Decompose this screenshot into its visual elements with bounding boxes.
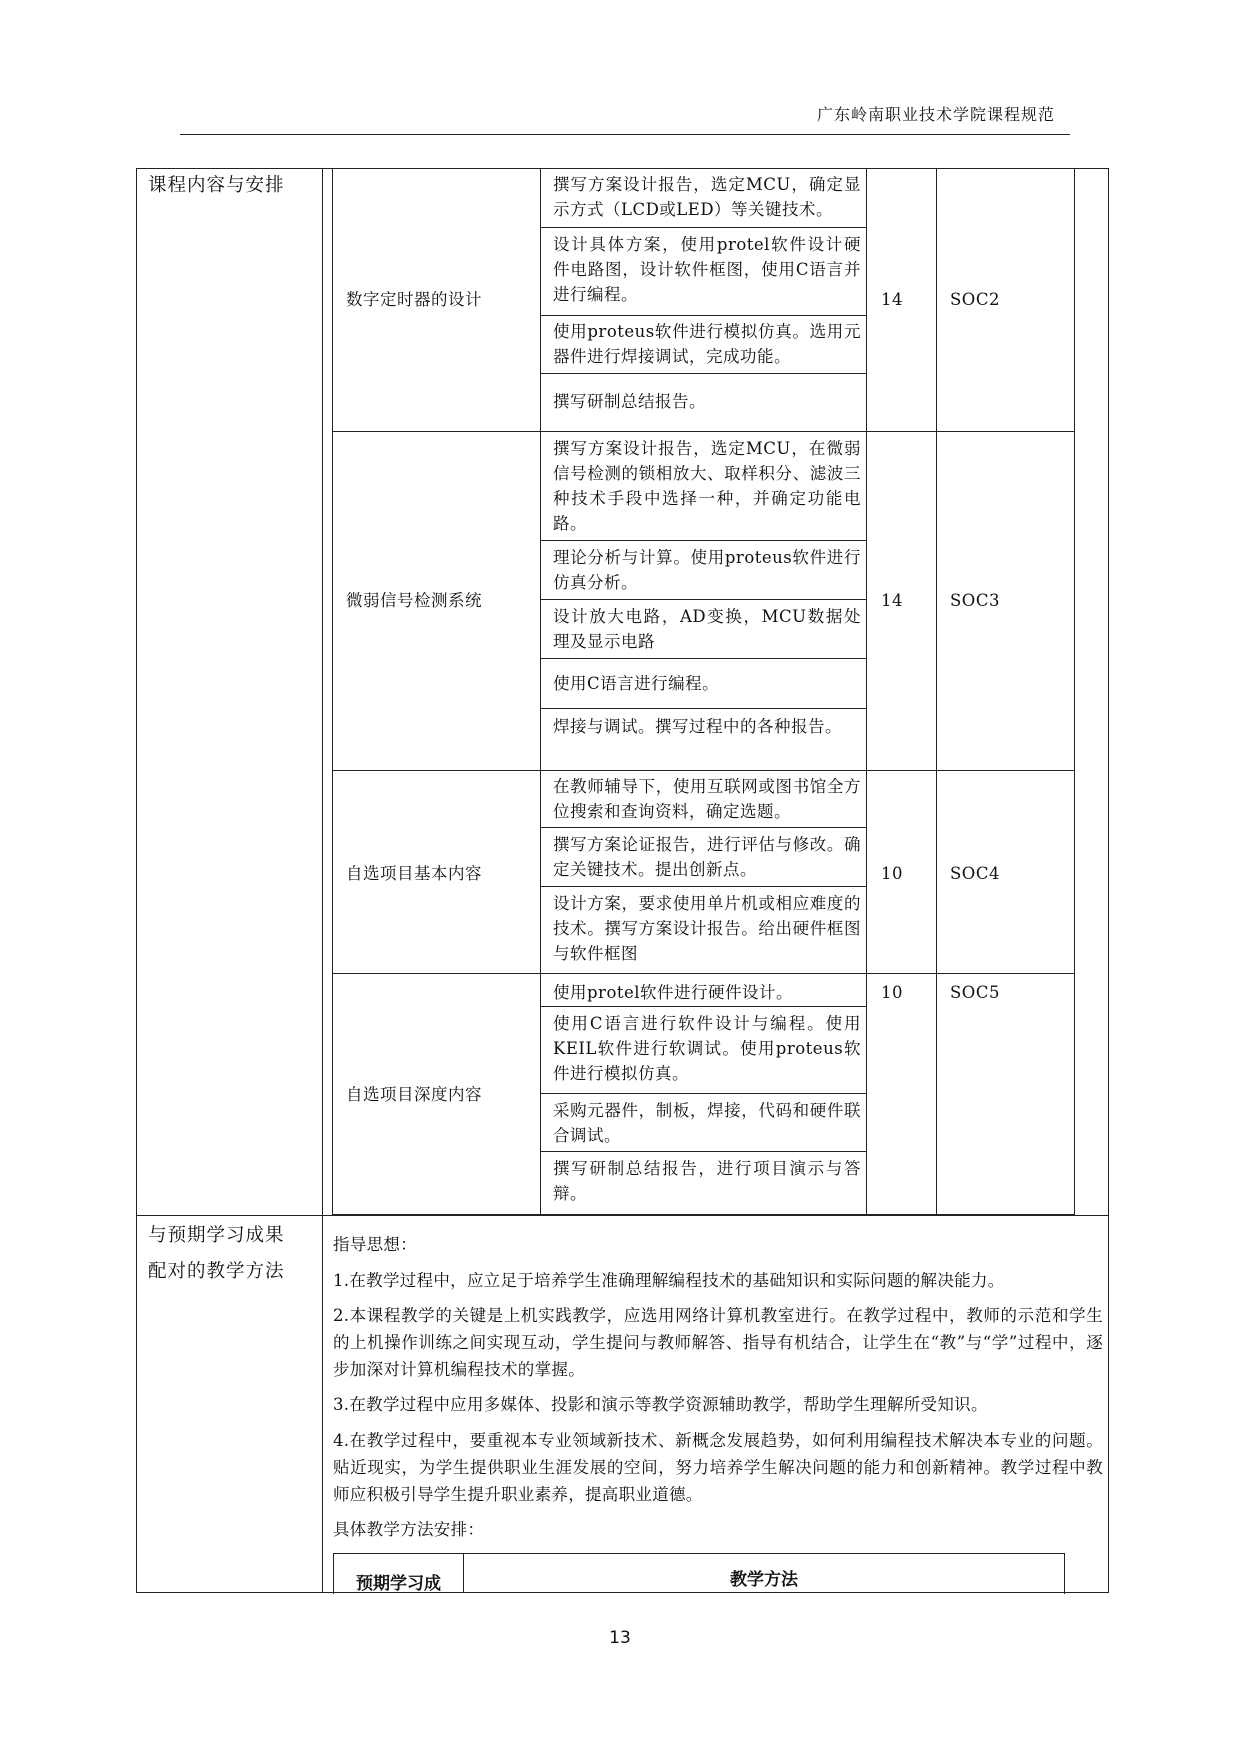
project-soc: SOC4 — [950, 864, 1000, 883]
task-row-divider — [540, 1006, 866, 1007]
task-row-divider — [540, 708, 866, 709]
project-hours: 10 — [881, 864, 903, 883]
project-hours: 14 — [881, 591, 903, 610]
header-rule — [180, 134, 1070, 135]
task-cell: 设计方案，要求使用单片机或相应难度的技术。撰写方案设计报告。给出硬件框图与软件框图 — [553, 894, 861, 963]
page-number: 13 — [609, 1628, 631, 1648]
task-row-divider — [540, 1151, 866, 1152]
guiding-point: 2.本课程教学的关键是上机实践教学，应选用网络计算机教室进行。在教学过程中，教师的示范和学生的上机操作训练之间实现互动，学生提问与教师解答、指导有机结合，让学生在“教”与“学”过程中，逐步加深对计算机编程技术的掌握。 — [333, 1306, 1103, 1379]
project-soc: SOC5 — [950, 983, 1000, 1002]
guiding-point: 4.在教学过程中，要重视本专业领域新技术、新概念发展趋势，如何利用编程技术解决本专业的问题。贴近现实，为学生提供职业生涯发展的空间，努力培养学生解决问题的能力和创新精神。教学过程中教师应积极引导学生提升职业素养，提高职业道德。 — [333, 1431, 1103, 1504]
project-soc: SOC3 — [950, 591, 1000, 610]
guiding-point: 1.在教学过程中，应立足于培养学生准确理解编程技术的基础知识和实际问题的解决能力。 — [333, 1271, 1005, 1290]
task-cell: 采购元器件，制板，焊接，代码和硬件联合调试。 — [553, 1101, 861, 1145]
guiding-point: 3.在教学过程中应用多媒体、投影和演示等教学资源辅助教学，帮助学生理解所受知识。 — [333, 1395, 988, 1414]
task-cell: 使用proteus软件进行模拟仿真。选用元器件进行焊接调试，完成功能。 — [553, 322, 861, 366]
project-hours: 10 — [881, 983, 903, 1002]
section-label-methods-line1: 与预期学习成果 — [148, 1225, 285, 1246]
task-row-divider — [540, 599, 866, 600]
task-row-divider — [540, 658, 866, 659]
arrangement-title: 具体教学方法安排： — [333, 1520, 485, 1539]
project-name: 微弱信号检测系统 — [346, 591, 482, 610]
project-row-divider — [332, 770, 1075, 771]
guiding-title: 指导思想： — [333, 1235, 417, 1254]
task-cell: 撰写方案设计报告，选定MCU，在微弱信号检测的锁相放大、取样积分、滤波三种技术手段中选择一种，并确定功能电路。 — [553, 439, 861, 533]
task-cell: 理论分析与计算。使用proteus软件进行仿真分析。 — [553, 548, 861, 592]
section-label-content: 课程内容与安排 — [148, 175, 285, 196]
project-name: 数字定时器的设计 — [346, 290, 482, 309]
task-cell: 撰写方案设计报告，选定MCU，确定显示方式（LCD或LED）等关键技术。 — [553, 175, 861, 219]
task-row-divider — [540, 827, 866, 828]
project-col-divider — [540, 168, 541, 1215]
project-name: 自选项目基本内容 — [346, 864, 482, 883]
task-row-divider — [540, 540, 866, 541]
task-cell: 撰写研制总结报告，进行项目演示与答辩。 — [553, 1159, 861, 1203]
task-cell: 使用protel软件进行硬件设计。 — [553, 983, 794, 1002]
section-label-methods-line2: 配对的教学方法 — [148, 1261, 285, 1282]
task-col-divider — [866, 168, 867, 1215]
project-row-divider — [332, 973, 1075, 974]
page-header-title: 广东岭南职业技术学院课程规范 — [816, 105, 1055, 124]
method-table-header-outcome: 预期学习成 — [356, 1574, 441, 1594]
task-cell: 设计放大电路，AD变换，MCU数据处理及显示电路 — [553, 607, 861, 651]
task-cell: 撰写方案论证报告，进行评估与修改。确定关键技术。提出创新点。 — [553, 835, 861, 879]
project-row-divider — [332, 431, 1075, 432]
hours-col-divider — [936, 168, 937, 1215]
task-row-divider — [540, 315, 866, 316]
task-row-divider — [540, 373, 866, 374]
section-divider — [136, 1215, 1109, 1216]
label-column-divider — [322, 168, 323, 1593]
method-table-header-method: 教学方法 — [730, 1570, 798, 1590]
task-cell: 使用C语言进行软件设计与编程。使用KEIL软件进行软调试。使用proteus软件进行模拟仿真。 — [553, 1014, 861, 1083]
project-hours: 14 — [881, 290, 903, 309]
task-cell: 焊接与调试。撰写过程中的各种报告。 — [553, 717, 842, 736]
project-soc: SOC2 — [950, 290, 1000, 309]
task-cell: 设计具体方案，使用protel软件设计硬件电路图，设计软件框图，使用C语言并进行编程。 — [553, 235, 861, 304]
project-name: 自选项目深度内容 — [346, 1085, 482, 1104]
task-cell: 使用C语言进行编程。 — [553, 674, 720, 693]
task-cell: 在教师辅导下，使用互联网或图书馆全方位搜索和查询资料，确定选题。 — [553, 777, 861, 821]
task-row-divider — [540, 1093, 866, 1094]
task-cell: 撰写研制总结报告。 — [553, 392, 706, 411]
task-row-divider — [540, 886, 866, 887]
task-row-divider — [540, 227, 866, 228]
